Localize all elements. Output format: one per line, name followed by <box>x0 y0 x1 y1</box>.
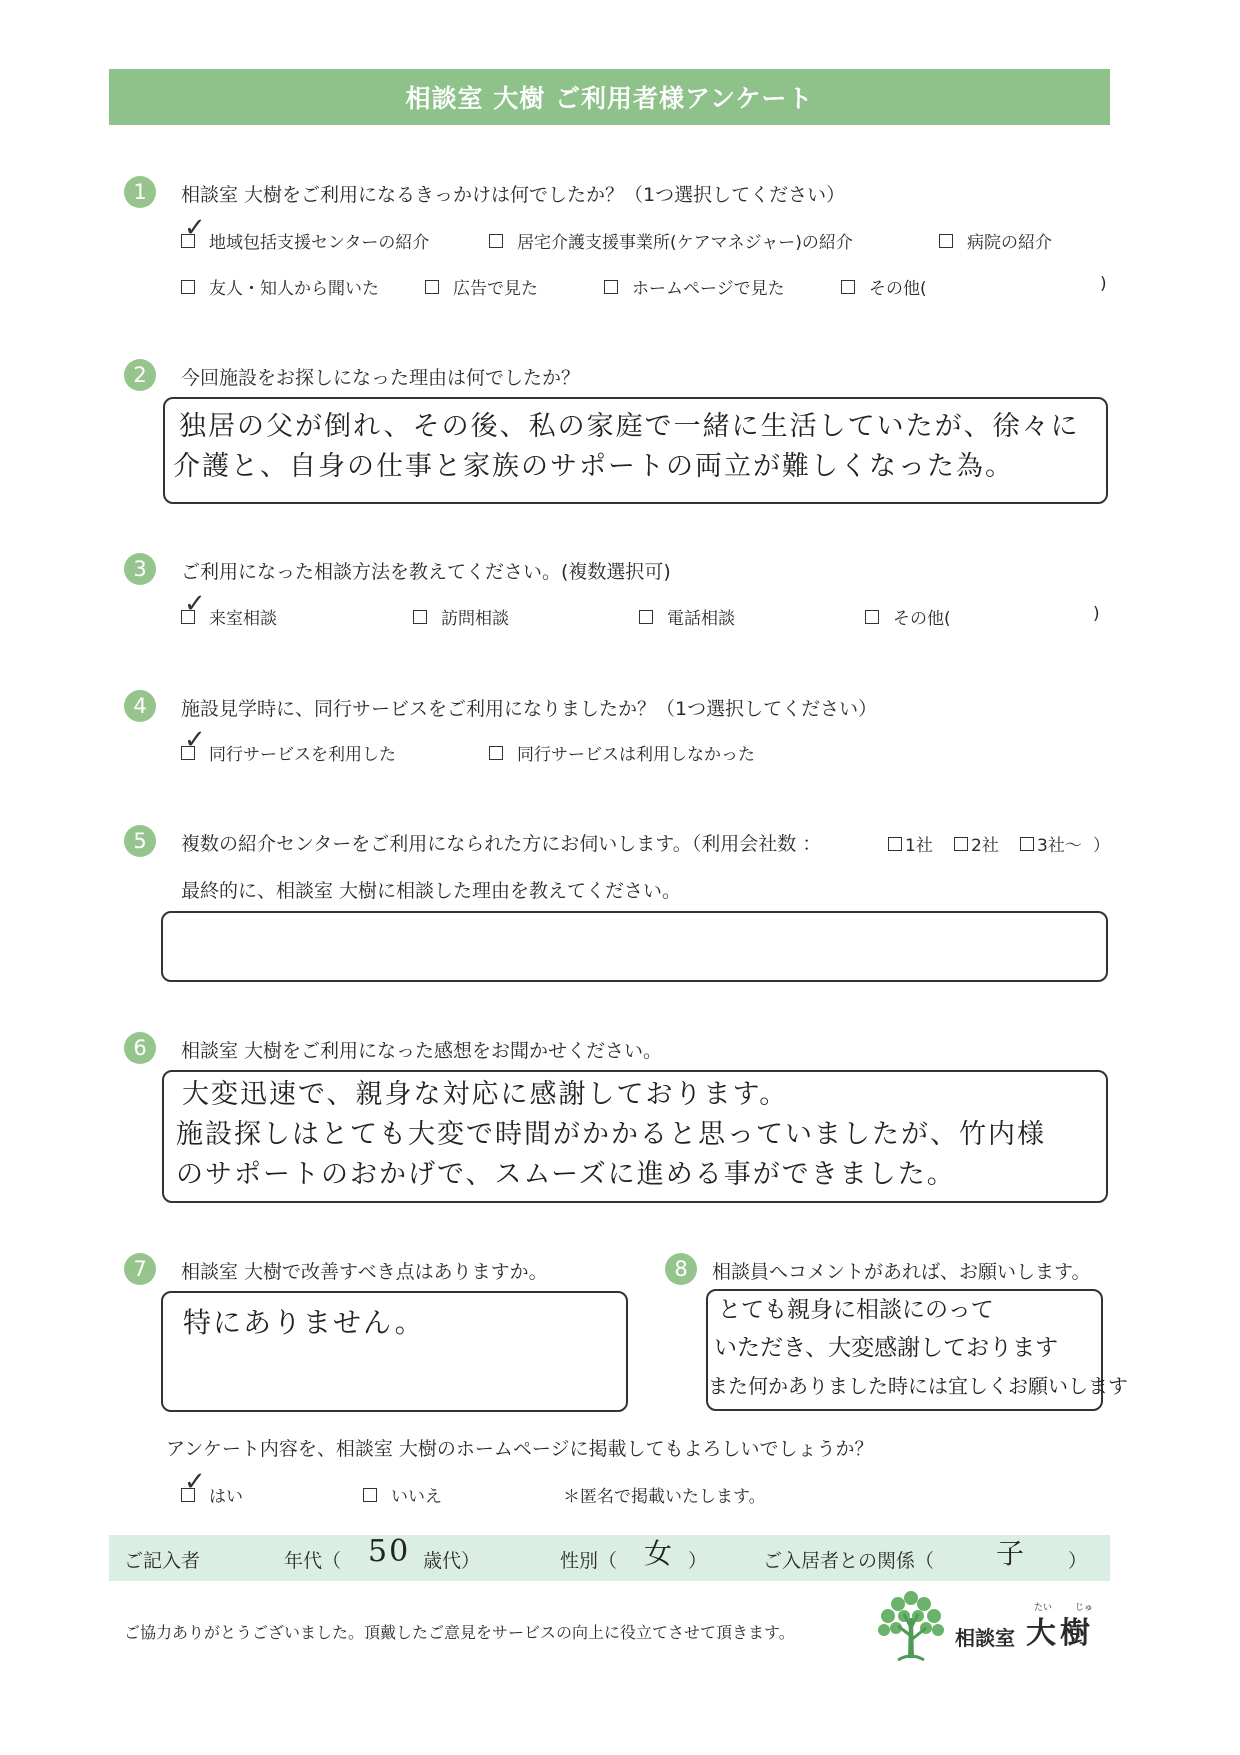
gender-label: 性別（ <box>560 1550 618 1572</box>
checkbox[interactable] <box>489 746 503 760</box>
option-label: いいえ <box>391 1487 442 1507</box>
q6-answer-line-3: のサポートのおかげで、スムーズに進める事ができました。 <box>176 1159 956 1190</box>
q5-count-3plus[interactable] <box>1020 831 1082 856</box>
q3-option-phone[interactable] <box>639 604 735 629</box>
checkbox[interactable] <box>181 1466 206 1502</box>
checkbox[interactable] <box>1020 837 1034 851</box>
q7-answer: 特にありません。 <box>183 1306 425 1339</box>
q8-answer-line-3: また何かありました時には宜しくお願いします <box>708 1374 1128 1398</box>
checkbox[interactable] <box>489 234 503 248</box>
checkbox[interactable] <box>639 610 653 624</box>
checkbox[interactable] <box>181 280 195 294</box>
question-number-2: 2 <box>124 359 156 391</box>
q1-option-other[interactable] <box>841 274 927 299</box>
option-label: 2社 <box>971 836 999 856</box>
logo-text-small: 相談室 <box>955 1626 1015 1650</box>
option-label: 同行サービスを利用した <box>209 745 396 765</box>
question-4-text: 施設見学時に、同行サービスをご利用になりましたか？（1つ選択してください） <box>181 698 878 720</box>
option-label: 同行サービスは利用しなかった <box>517 745 755 765</box>
checkbox[interactable] <box>954 837 968 851</box>
checkbox[interactable] <box>363 1488 377 1502</box>
checkmark-icon: ✓ <box>184 212 206 243</box>
checkbox[interactable] <box>865 610 879 624</box>
question-3-text: ご利用になった相談方法を教えてください。(複数選択可) <box>181 561 671 583</box>
q1-option-hospital[interactable] <box>939 228 1052 253</box>
q1-option-friend[interactable] <box>181 274 379 299</box>
option-label: 地域包括支援センターの紹介 <box>209 233 430 253</box>
q4-option-not-used[interactable] <box>489 740 755 765</box>
q5-close-paren: ） <box>1093 836 1110 856</box>
q7-answer-box[interactable] <box>161 1291 628 1412</box>
checkbox[interactable] <box>888 837 902 851</box>
checkbox[interactable] <box>841 280 855 294</box>
age-value[interactable]: 50 <box>368 1534 411 1569</box>
gender-close: ） <box>688 1550 708 1572</box>
logo-ruby-tai: たい <box>1034 1603 1053 1613</box>
question-1-text: 相談室 大樹をご利用になるきっかけは何でしたか？（1つ選択してください） <box>181 184 846 206</box>
option-label: 病院の紹介 <box>967 233 1052 253</box>
question-number-7: 7 <box>124 1253 156 1285</box>
relation-value[interactable]: 子 <box>996 1537 1027 1570</box>
checkbox[interactable] <box>425 280 439 294</box>
checkbox[interactable] <box>604 280 618 294</box>
q2-answer-line-1: 独居の父が倒れ、その後、私の家庭で一緒に生活していたが、徐々に <box>179 411 1080 442</box>
option-label: はい <box>209 1487 243 1507</box>
q1-option-community-center[interactable] <box>181 212 430 253</box>
option-label: 居宅介護支援事業所(ケアマネジャー)の紹介 <box>517 233 853 253</box>
question-number-4: 4 <box>124 690 156 722</box>
option-label: その他( <box>869 279 927 299</box>
age-label: 年代（ <box>284 1550 342 1572</box>
age-suffix: 歳代） <box>423 1550 481 1572</box>
option-label: 訪問相談 <box>441 609 509 629</box>
relation-close: ） <box>1068 1550 1088 1572</box>
question-number-1: 1 <box>124 176 156 208</box>
q3-option-home-visit[interactable] <box>413 604 509 629</box>
q3-other-close-paren: ) <box>1093 604 1100 624</box>
option-label: 3社〜 <box>1037 836 1082 856</box>
q3-option-visit-office[interactable] <box>181 588 277 629</box>
option-label: 来室相談 <box>209 609 277 629</box>
publish-option-yes[interactable] <box>181 1466 243 1507</box>
q2-answer-line-2: 介護と、自身の仕事と家族のサポートの両立が難しくなった為。 <box>173 451 1014 482</box>
question-number-5: 5 <box>124 825 156 857</box>
question-number-3: 3 <box>124 553 156 585</box>
gender-value[interactable]: 女 <box>644 1537 675 1570</box>
checkmark-icon: ✓ <box>184 1466 206 1497</box>
q8-answer-line-1: とても親身に相談にのって <box>718 1297 994 1323</box>
q2-answer-box[interactable] <box>163 397 1108 504</box>
q8-answer-line-2: いただき、大変感謝しております <box>714 1335 1059 1361</box>
q5-count-1[interactable] <box>888 831 933 856</box>
publish-question: アンケート内容を、相談室 大樹のホームページに掲載してもよろしいでしょうか？ <box>166 1438 874 1460</box>
logo-ruby-ju: じゅ <box>1075 1603 1094 1613</box>
option-label: 友人・知人から聞いた <box>209 279 379 299</box>
option-label: その他( <box>893 609 951 629</box>
question-number-8: 8 <box>665 1253 697 1285</box>
q5-count-2[interactable] <box>954 831 999 856</box>
thanks-message: ご協力ありがとうございました。頂戴したご意見をサービスの向上に役立てさせて頂きます。 <box>124 1623 795 1642</box>
q8-answer-box[interactable] <box>706 1289 1128 1411</box>
question-8-text: 相談員へコメントがあれば、お願いします。 <box>712 1261 1091 1283</box>
option-label: 1社 <box>905 836 933 856</box>
option-label: 広告で見た <box>453 279 538 299</box>
q5-answer-box[interactable] <box>161 911 1108 982</box>
option-label: ホームページで見た <box>632 279 785 299</box>
checkbox[interactable] <box>181 724 206 760</box>
q6-answer-line-2: 施設探しはとても大変で時間がかかると思っていましたが、竹内様 <box>176 1119 1046 1150</box>
publish-option-no[interactable] <box>363 1482 442 1507</box>
checkbox[interactable] <box>939 234 953 248</box>
checkbox[interactable] <box>413 610 427 624</box>
question-5-subtext: 最終的に、相談室 大樹に相談した理由を教えてください。 <box>181 880 682 902</box>
relation-label: ご入居者との関係（ <box>763 1550 935 1572</box>
survey-title: 相談室 大樹 ご利用者様アンケート <box>109 69 1110 125</box>
question-7-text: 相談室 大樹で改善すべき点はありますか。 <box>181 1261 548 1283</box>
question-2-text: 今回施設をお探しになった理由は何でしたか？ <box>181 367 581 389</box>
q3-option-other[interactable] <box>865 604 951 629</box>
question-6-text: 相談室 大樹をご利用になった感想をお聞かせください。 <box>181 1040 663 1062</box>
checkbox[interactable] <box>181 588 206 624</box>
respondent-label: ご記入者 <box>124 1550 201 1572</box>
publish-note: ＊匿名で掲載いたします。 <box>563 1487 766 1507</box>
checkmark-icon: ✓ <box>184 724 206 755</box>
option-label: 電話相談 <box>667 609 735 629</box>
q1-option-homepage[interactable] <box>604 274 785 299</box>
checkmark-icon: ✓ <box>184 588 206 619</box>
tree-logo-icon <box>876 1588 946 1662</box>
q6-answer-box[interactable] <box>162 1070 1108 1203</box>
q4-option-used[interactable] <box>181 724 396 765</box>
q1-option-advertisement[interactable] <box>425 274 538 299</box>
q1-other-close-paren: ) <box>1100 274 1107 294</box>
logo-text-large: 大樹 <box>1026 1616 1094 1651</box>
question-5-text: 複数の紹介センターをご利用になられた方にお伺いします。（利用会社数 ： <box>181 833 822 855</box>
q1-option-care-manager[interactable] <box>489 228 853 253</box>
checkbox[interactable] <box>181 212 206 248</box>
question-number-6: 6 <box>124 1032 156 1064</box>
q6-answer-line-1: 大変迅速で、親身な対応に感謝しております。 <box>182 1079 789 1110</box>
